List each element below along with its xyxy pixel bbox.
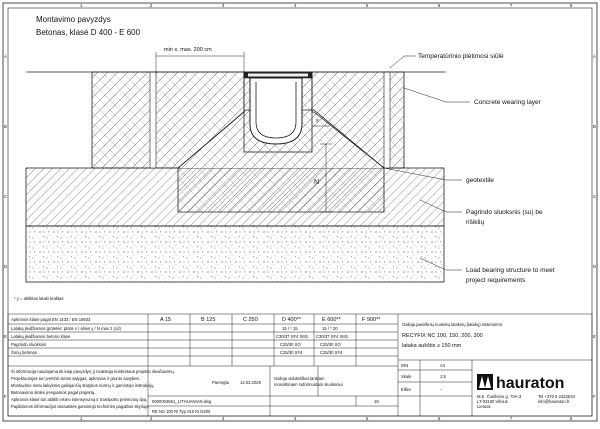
callout-base-text-1: Pagrindo sluoksnis (su) be — [466, 209, 543, 216]
row2-e600: C30/37 XF4 XM1 — [316, 334, 349, 339]
footnote: * y = atitiktas lataki kraštas — [14, 296, 64, 301]
note: Apkrovos klasė turi atitikti eismo intensyvumą ir transporto priemonių tipą. — [11, 397, 148, 402]
ellev-value: - — [440, 387, 442, 392]
callout-geotextile-text: geotextile — [466, 177, 494, 184]
row4-d400: C25/30 XF4 — [280, 350, 303, 355]
scale-label: Skalė — [401, 374, 412, 379]
load-class-header: Apkrovos klasė pagal EN 1433 / EN 16933 — [11, 317, 91, 322]
project-desc-2: monolitiniam suformuotam sluoksniui — [274, 382, 343, 387]
col-label: 5 — [366, 3, 369, 8]
address-line-1: M.K. Čiurlionio g. 70A-3 — [477, 394, 522, 399]
note: Montavimo metu laikykitės galiojančių statybos normų ir gamintojo instrukcijų. — [11, 383, 155, 388]
drawing-reference: RE NS 100 Ri Typ 010 KI D400 — [152, 409, 211, 414]
callout-joint-text: Temperatūrinio plėtimosi siūlė — [418, 53, 504, 60]
sheet-number: 10 — [374, 399, 379, 404]
phone: Tel +370 5 2422534 — [538, 394, 575, 399]
class-c250: C 250 — [243, 317, 258, 323]
row1-e600: 15 / * 20 — [322, 326, 338, 331]
row3-e600: C25/30 XO — [320, 342, 341, 347]
drawing-title: Montavimo pavyzdys — [36, 15, 111, 24]
note: Betonavimo siūlės įrengiamos pagal projektą. — [11, 390, 96, 395]
callout-load-text-2: project requirements — [466, 277, 526, 284]
brand-name: hauraton — [496, 375, 565, 392]
row-label: B — [593, 124, 596, 129]
drawing-file: 0000004561_LITHUANIAN.dwg — [152, 399, 212, 404]
left-notes — [11, 369, 175, 409]
col-label: 7 — [510, 416, 513, 421]
address-line-3: Lietuva — [477, 404, 491, 409]
col-label: 3 — [222, 416, 225, 421]
n-dimension-label: N — [314, 179, 320, 186]
callout-wearing — [404, 88, 542, 106]
x-dimension-label: x — [316, 118, 319, 124]
col-label: 1 — [80, 416, 83, 421]
parengta-date: 14.03.2025 — [240, 380, 261, 385]
row-label: D — [4, 264, 8, 269]
col-label: 8 — [570, 416, 573, 421]
drainage-channel — [250, 78, 302, 144]
product-line-2: lataka aukštis ≥ 150 mm — [402, 343, 462, 349]
row1-d400: 15 / * 15 — [282, 326, 298, 331]
col-label: 4 — [294, 3, 297, 8]
note: Ši informacija naudojama tik kaip pavyzdys; ji neatstoja konkretaus projekto skaičiavimų. — [11, 369, 175, 374]
row4-label: Šonų betonas — [11, 350, 37, 355]
callout-joint — [390, 53, 504, 68]
din-value: A4 — [440, 363, 446, 368]
row-label: A — [593, 54, 596, 59]
note: Papildomos informacijos teiraukitės gamintojo techninės pagalbos skyriuje. — [11, 404, 150, 409]
callout-load-text-1: Load bearing structure to meet — [466, 267, 555, 274]
row-label: D — [593, 264, 597, 269]
class-f900: F 900** — [362, 317, 381, 323]
load-bearing-layer — [26, 226, 444, 282]
row-label: E — [593, 334, 596, 339]
row-label: F — [593, 394, 596, 399]
row-label: C — [593, 194, 597, 199]
col-label: 7 — [510, 3, 513, 8]
col-label: 8 — [570, 3, 573, 8]
col-label: 2 — [150, 3, 153, 8]
ellev-label: Elllev — [401, 387, 412, 392]
col-label: 1 — [80, 3, 83, 8]
expansion-joint-left — [150, 72, 156, 168]
class-a15: A 15 — [160, 317, 172, 323]
col-label: 4 — [294, 416, 297, 421]
grating-slot — [248, 74, 308, 77]
callout-wearing-text: Concrete wearing layer — [474, 99, 541, 106]
din-label: DIN — [401, 363, 409, 368]
note: Projektuotojas turi įvertinti vietos sąlygas, apkrovas ir grunto savybes. — [11, 376, 140, 381]
row3-label: Pagrindo sluoksnis — [11, 342, 47, 347]
drawing-subtitle: Betonas, klasė D 400 - E 600 — [36, 28, 141, 37]
email: info@hauraton.lt — [538, 399, 569, 404]
col-label: 6 — [438, 416, 441, 421]
class-d400: D 400** — [282, 317, 301, 323]
row2-d400: C30/37 XF4 XM1 — [276, 334, 309, 339]
class-e600: E 600** — [322, 317, 341, 323]
row-label: A — [4, 54, 7, 59]
address-line-2: LT-03100 Vilnius — [477, 399, 508, 404]
col-label: 3 — [222, 3, 225, 8]
col-label: 6 — [438, 3, 441, 8]
row-label: E — [4, 334, 7, 339]
product-title: Galioja paviršinių nuotekų lataknių (latakų) sistemoms: — [402, 322, 504, 327]
row-label: B — [4, 124, 7, 129]
row1-label: Lataką įleidžiamos grotelės: plotis x / ašies y / N max 2 (cd) — [11, 326, 121, 331]
product-line-1: RECYFIX NC 100, 150, 200, 300 — [402, 333, 483, 339]
row3-d400: C25/30 XO — [280, 342, 301, 347]
row-label: F — [4, 394, 7, 399]
class-b125: B 125 — [201, 317, 216, 323]
row2-label: Lataką įleidžiamos betono klasė — [11, 334, 71, 339]
row4-e600: C25/30 XF4 — [320, 350, 343, 355]
col-label: 5 — [366, 416, 369, 421]
expansion-joint-right — [384, 72, 390, 168]
col-label: 2 — [150, 416, 153, 421]
scale-value: 1:5 — [440, 374, 446, 379]
hauraton-logo — [477, 374, 564, 392]
project-desc-1: Galioja vidutiniškai tankiam — [274, 376, 325, 381]
parengta-label: Parengta — [212, 380, 229, 385]
callout-base-text-2: rišiklių — [466, 219, 485, 226]
width-dimension-label: min x, max. 200 cm — [164, 47, 212, 53]
row-label: C — [4, 194, 8, 199]
